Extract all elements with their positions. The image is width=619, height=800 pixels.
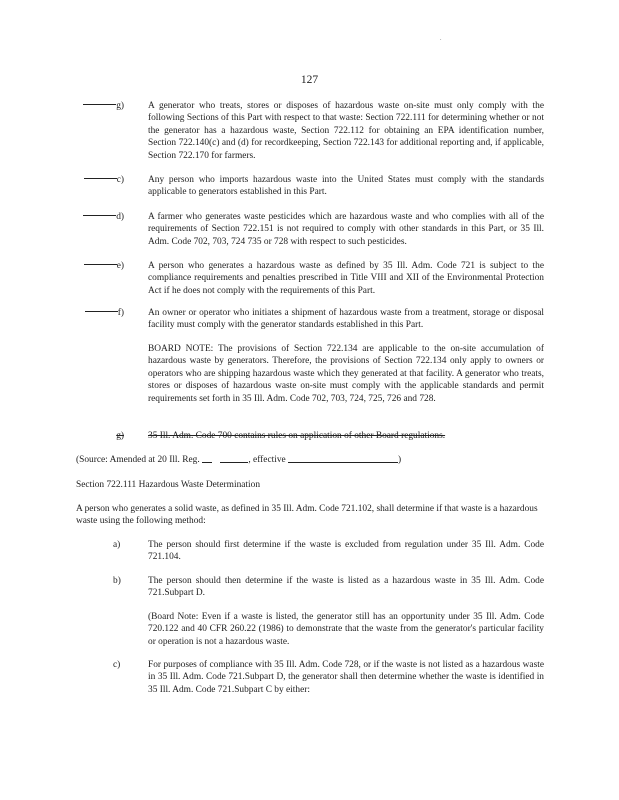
effective-date-blank — [288, 462, 398, 463]
top-dot: . — [440, 36, 442, 42]
method-item-number: a) — [113, 540, 121, 550]
method-item-text: The person should then determine if the waste is listed as a hazardous waste in 35 Ill. Adm. Code 721.Subpart D. — [148, 576, 544, 599]
item-marker: g) — [80, 100, 124, 112]
insertion-rule — [84, 178, 117, 179]
item-text: An owner or operator who initiates a shipment of hazardous waste from a treatment, storage or disposal facility must comply with the generator standards established in this Part. — [148, 308, 544, 331]
page-number: 127 — [300, 74, 319, 86]
item-text: A person who generates a hazardous waste as defined by 35 Ill. Adm. Code 721 is subject to the compliance requirements and penalties prescribed in Title VIII and XII of the Environmental Protection Act if he does not comply with the requirements of this Part. — [148, 261, 544, 296]
method-note-text: (Board Note: Even if a waste is listed, the generator still has an opportunity under 35 Ill. Adm. Code 720.122 and 40 CFR 260.22 (1986) to demonstrate that the waste from the generator's particular facility or operation is not a hazardous waste. — [148, 612, 544, 647]
method-item-text: For purposes of compliance with 35 Ill. Adm. Code 728, or if the waste is not listed as a hazardous waste in 35 Ill. Adm. Code 721.Subpart D, the generator shall then determine whether the waste is identified in 35 Ill. Adm. Code 721.Subpart C by either: — [148, 660, 544, 695]
item-marker: f) — [80, 307, 124, 319]
insertion-rule — [84, 264, 117, 265]
method-item-text: The person should first determine if the waste is excluded from regulation under 35 Ill. Adm. Code 721.104. — [148, 540, 544, 563]
board-note: BOARD NOTE: The provisions of Section 722.134 are applicable to the on-site accumulation of hazardous waste by generators. Therefore, the provisions of Section 722.134 only apply to owners or operators who are shipping hazardous waste which they generated at that facility. A generator who treats, stores or disposes of hazardous waste on-site must comply with the applicable standards and permit requirements set forth in 35 Ill. Adm. Code 702, 703, 724, 725, 726 and 728. — [148, 344, 544, 404]
reg-volume-blank — [202, 462, 212, 463]
method-item-number: c) — [113, 660, 121, 670]
item-text: A farmer who generates waste pesticides which are hazardous waste and who complies with all of the requirements of Section 722.151 is not required to comply with other standards in this Part, or 35 Ill. Adm. Code 702, 703, 724 735 or 728 with respect to such pesticides. — [148, 212, 544, 247]
source-note: (Source: Amended at 20 Ill. Reg. , effective ) — [76, 455, 402, 465]
reg-page-blank — [220, 462, 248, 463]
insertion-rule — [83, 104, 116, 105]
method-item-number: b) — [113, 576, 121, 586]
item-marker: d) — [80, 211, 124, 223]
struck-item-marker: g) — [116, 431, 124, 441]
item-marker: e) — [80, 260, 124, 272]
item-marker: c) — [80, 174, 124, 186]
item-text: A generator who treats, stores or disposes of hazardous waste on-site must only comply with the following Sections of this Part with respect to that waste: Section 722.111 for determining whether or not the generator has a hazardous waste, Section 722.112 for obtaining an EPA identification number, Section 722.140(c) and (d) for recordkeeping, Section 722.143 for additional reporting and, if applicable, Section 722.170 for farmers. — [148, 101, 544, 161]
section-intro: A person who generates a solid waste, as defined in 35 Ill. Adm. Code 721.102, shall determine if that waste is a hazardous waste using the following method: — [76, 504, 538, 527]
insertion-rule — [85, 311, 118, 312]
insertion-rule — [83, 215, 116, 216]
struck-item-text: 35 Ill. Adm. Code 700 contains rules on application of other Board regulations. — [148, 431, 446, 441]
section-heading: Section 722.111 Hazardous Waste Determination — [76, 480, 261, 490]
item-text: Any person who imports hazardous waste into the United States must comply with the standards applicable to generators established in this Part. — [148, 175, 544, 198]
